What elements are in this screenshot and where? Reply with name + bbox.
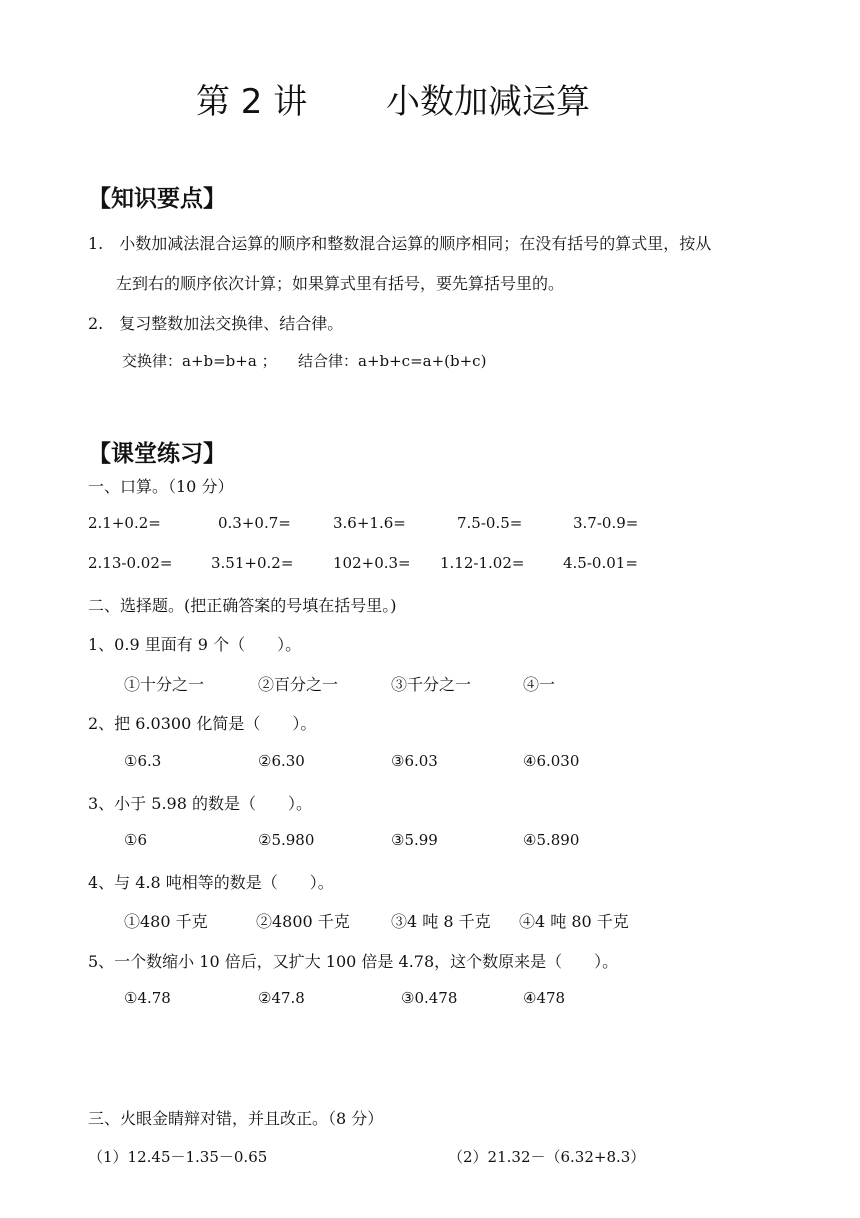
option: ②6.30	[258, 752, 305, 770]
option: ③千分之一	[391, 675, 472, 694]
option: ②百分之一	[258, 675, 339, 694]
mental-math-item: 4.5-0.01=	[563, 554, 638, 572]
option: ③5.99	[391, 831, 438, 849]
associative-law: 结合律：a+b+c=a+(b+c)	[298, 352, 487, 370]
page-title-topic: 小数加减运算	[386, 82, 590, 122]
option: ④6.030	[523, 752, 580, 770]
question-1: 1、0.9 里面有 9 个（ ）。	[88, 635, 302, 654]
correction-item-1: （1）12.45－1.35－0.65	[88, 1148, 268, 1166]
knowledge-point-1-line-1: 1. 小数加减法混合运算的顺序和整数混合运算的顺序相同；在没有括号的算式里，按从	[88, 234, 712, 253]
option: ③0.478	[401, 989, 458, 1007]
option: ③4 吨 8 千克	[391, 912, 491, 931]
option: ①4.78	[124, 989, 171, 1007]
mental-math-item: 2.13-0.02=	[88, 554, 173, 572]
knowledge-point-2: 2. 复习整数加法交换律、结合律。	[88, 314, 344, 333]
option: ②4800 千克	[256, 912, 350, 931]
part1-title: 一、口算。（10 分）	[88, 477, 234, 496]
option: ④478	[523, 989, 566, 1007]
option: ②47.8	[258, 989, 305, 1007]
option: ①480 千克	[124, 912, 208, 931]
question-3: 3、小于 5.98 的数是（ ）。	[88, 794, 312, 813]
option: ①6	[124, 831, 147, 849]
option: ②5.980	[258, 831, 315, 849]
option: ④一	[523, 675, 556, 694]
commutative-law: 交换律：a+b=b+a ；	[122, 352, 277, 370]
mental-math-item: 3.51+0.2=	[211, 554, 294, 572]
mental-math-item: 1.12-1.02=	[440, 554, 525, 572]
mental-math-item: 2.1+0.2=	[88, 514, 161, 532]
page-title-lecture: 第 2 讲	[196, 82, 308, 122]
mental-math-item: 0.3+0.7=	[218, 514, 291, 532]
correction-item-2: （2）21.32－（6.32+8.3）	[448, 1148, 646, 1166]
question-4: 4、与 4.8 吨相等的数是（ ）。	[88, 873, 334, 892]
knowledge-heading: 【知识要点】	[88, 186, 226, 212]
question-5: 5、一个数缩小 10 倍后，又扩大 100 倍是 4.78，这个数原来是（ ）。	[88, 952, 619, 971]
option: ④5.890	[523, 831, 580, 849]
option: ①6.3	[124, 752, 162, 770]
part3-title: 三、火眼金睛辩对错，并且改正。（8 分）	[88, 1109, 384, 1128]
option: ④4 吨 80 千克	[519, 912, 629, 931]
mental-math-item: 7.5-0.5=	[457, 514, 523, 532]
mental-math-item: 3.7-0.9=	[573, 514, 639, 532]
question-2: 2、把 6.0300 化简是（ ）。	[88, 714, 317, 733]
mental-math-item: 3.6+1.6=	[333, 514, 406, 532]
mental-math-item: 102+0.3=	[333, 554, 411, 572]
practice-heading: 【课堂练习】	[88, 441, 226, 467]
option: ③6.03	[391, 752, 438, 770]
option: ①十分之一	[124, 675, 205, 694]
part2-title: 二、选择题。(把正确答案的号填在括号里。)	[88, 596, 397, 615]
knowledge-point-1-line-2: 左到右的顺序依次计算；如果算式里有括号，要先算括号里的。	[116, 274, 565, 293]
